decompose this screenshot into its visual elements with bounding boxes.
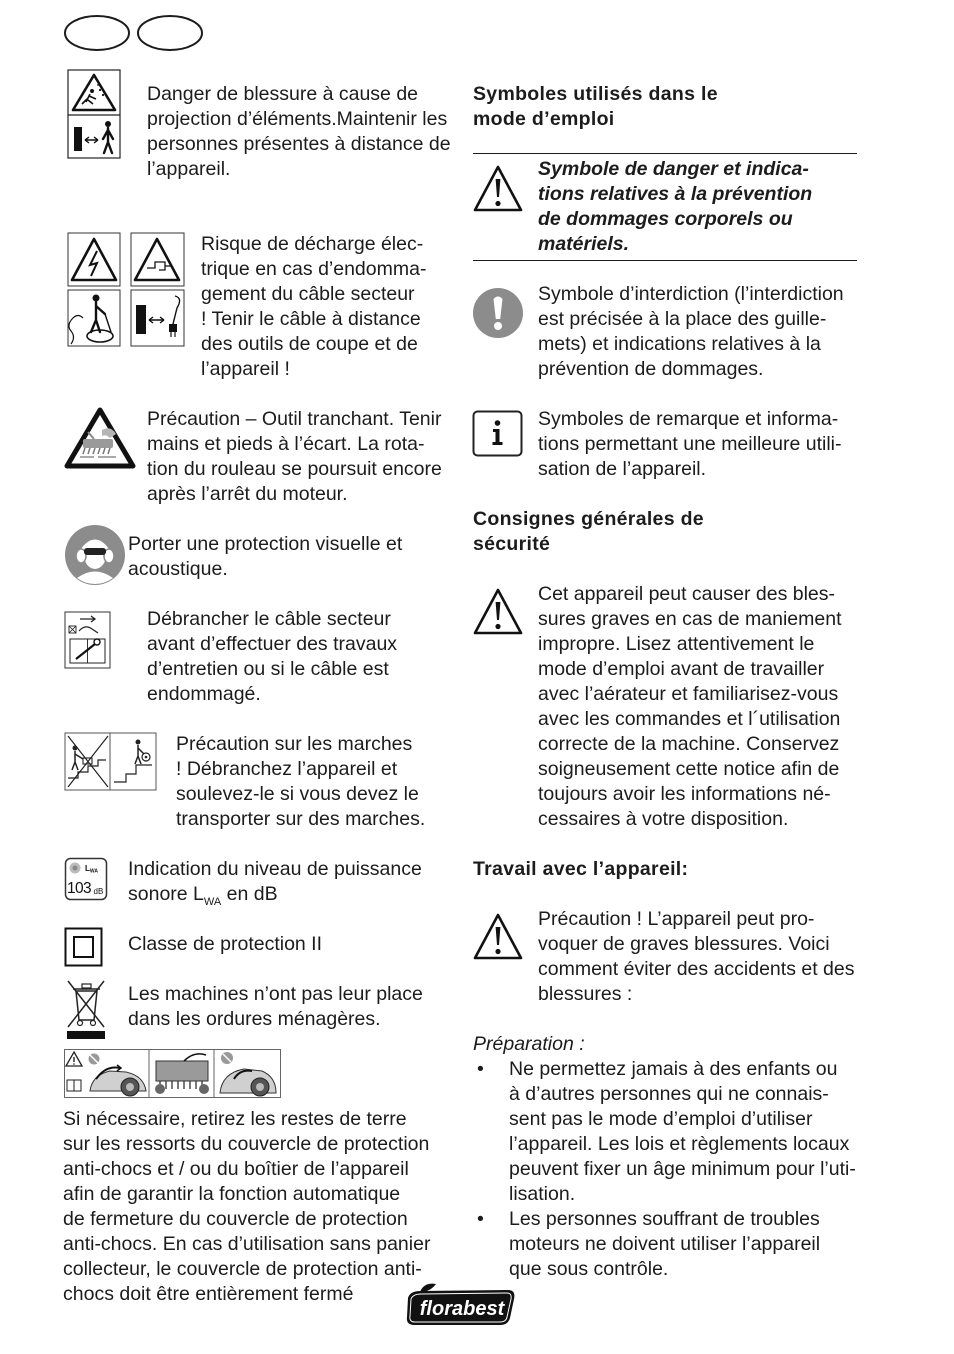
safety-heading: Consignes générales de sécurité — [473, 508, 704, 555]
list-item: Les personnes souffrant de troubles moteurs ne doivent utiliser l’appareil que sous contrôle. — [509, 1208, 821, 1280]
unplug-maintenance-icon — [64, 611, 111, 669]
logo-text: florabest — [419, 1298, 505, 1320]
warning-triangle-icon — [472, 164, 524, 214]
list-item: Ne permettez jamais à des enfants ou à d’autres personnes qui ne connais- sent pas le mode d’emploi d’utiliser l’appareil. Les lois et règlements locaux peuvent fixer un âge minimum pour l’uti- lisation. — [509, 1058, 856, 1205]
unplug-maintenance-text: Débrancher le câble secteur avant d’effectuer des travaux d’entretien ou si le câble est endommagé. — [147, 608, 398, 705]
sound-power-icon-label: LWA — [85, 864, 98, 875]
florabest-logo — [404, 1282, 518, 1328]
safety-warning-text: Cet appareil peut causer des bles- sures graves en cas de maniement impropre. Lisez attentivement le mode d’emploi avant de travailler avec l’aérateur et familiarisez-vous avec les commandes et l´utilisation correcte de la machine. Conservez soigneusement cette notice afin de toujours avoir les informations né- cessaires à votre disposition. — [538, 583, 842, 830]
disposal-text: Les machines n’ont pas leur place dans les ordures ménagères. — [128, 983, 423, 1030]
prohibition-symbol-text: Symbole d’interdiction (l’interdiction est précisée à la place des guille- mets) et indications relatives à la prévention de dommages. — [538, 283, 844, 380]
divider-bottom — [473, 260, 857, 261]
sound-power-line-2 — [128, 882, 422, 907]
projection-hazard-icon — [67, 69, 121, 159]
projection-hazard-text: Danger de blessure à cause de projection d’éléments.Maintenir les personnes présentes à distance de l’appareil. — [147, 83, 451, 180]
work-warning-text: Précaution ! L’appareil peut pro- voquer de graves blessures. Voici comment éviter des accidents et des blessures : — [538, 908, 855, 1005]
electric-shock-hazard-text: Risque de décharge élec- trique en cas d’endomma- gement du câble secteur ! Tenir le câble à distance des outils de coupe et de l’appareil ! — [201, 233, 427, 380]
symbols-heading: Symboles utilisés dans le mode d’emploi — [473, 83, 718, 130]
language-badges — [63, 13, 205, 53]
stairs-caution-text: Précaution sur les marches ! Débranchez l’appareil et soulevez-le si vous devez le transporter sur des marches. — [176, 733, 426, 830]
protection-class-2-icon — [64, 927, 103, 967]
eye-ear-protection-icon — [64, 524, 126, 586]
warning-triangle-icon — [472, 587, 524, 637]
sound-power-level-icon — [64, 857, 108, 901]
danger-symbol-text: Symbole de danger et indica- tions relatives à la prévention de dommages corporels ou matériels. — [538, 158, 813, 255]
divider-top — [473, 153, 857, 154]
sharp-tool-warning-icon — [64, 406, 136, 470]
sound-power-line-1: Indication du niveau de puissance — [128, 858, 422, 880]
stairs-caution-icon — [64, 732, 157, 791]
bullet-marker: • — [477, 1058, 484, 1080]
language-badge-right — [138, 16, 202, 50]
eye-ear-protection-text: Porter une protection visuelle et acoustique. — [128, 533, 403, 580]
info-symbol-text: Symboles de remarque et informa- tions permettant une meilleure utili- sation de l’appareil. — [538, 408, 842, 480]
sound-power-line-2-subscript: WA — [203, 896, 222, 908]
sound-power-line-2-suffix: en dB — [221, 883, 278, 905]
bullet-marker: • — [477, 1208, 484, 1230]
crossed-out-bin-icon — [64, 977, 108, 1041]
language-badge-left — [65, 16, 129, 50]
sound-power-text — [128, 857, 422, 907]
sharp-tool-warning-text: Précaution – Outil tranchant. Tenir mains et pieds à l’écart. La rota- tion du rouleau se poursuit encore après l’arrêt du moteur. — [147, 408, 442, 505]
sound-power-line-2-prefix: sonore L — [128, 883, 204, 905]
info-icon — [472, 410, 524, 458]
preparation-label: Préparation : — [473, 1033, 585, 1055]
prohibition-exclamation-icon — [472, 287, 524, 339]
protection-class-text: Classe de protection II — [128, 933, 323, 955]
work-heading: Travail avec l’appareil: — [473, 858, 689, 880]
sound-power-icon-unit: dB — [93, 887, 104, 896]
lid-spring-cleaning-icon — [64, 1049, 282, 1099]
warning-triangle-icon — [472, 912, 524, 962]
electric-shock-hazard-icon — [67, 232, 187, 347]
lid-cleaning-paragraph: Si nécessaire, retirez les restes de terre sur les ressorts du couvercle de protection anti-chocs et / ou du boîtier de l’appareil afin de garantir la fonction automatique de fermeture du couvercle de protection anti-chocs. En cas d’utilisation sans panier collecteur, le couvercle de protection anti- chocs doit être entièrement fermé — [63, 1108, 431, 1305]
sound-power-icon-value: 103 — [67, 880, 92, 897]
